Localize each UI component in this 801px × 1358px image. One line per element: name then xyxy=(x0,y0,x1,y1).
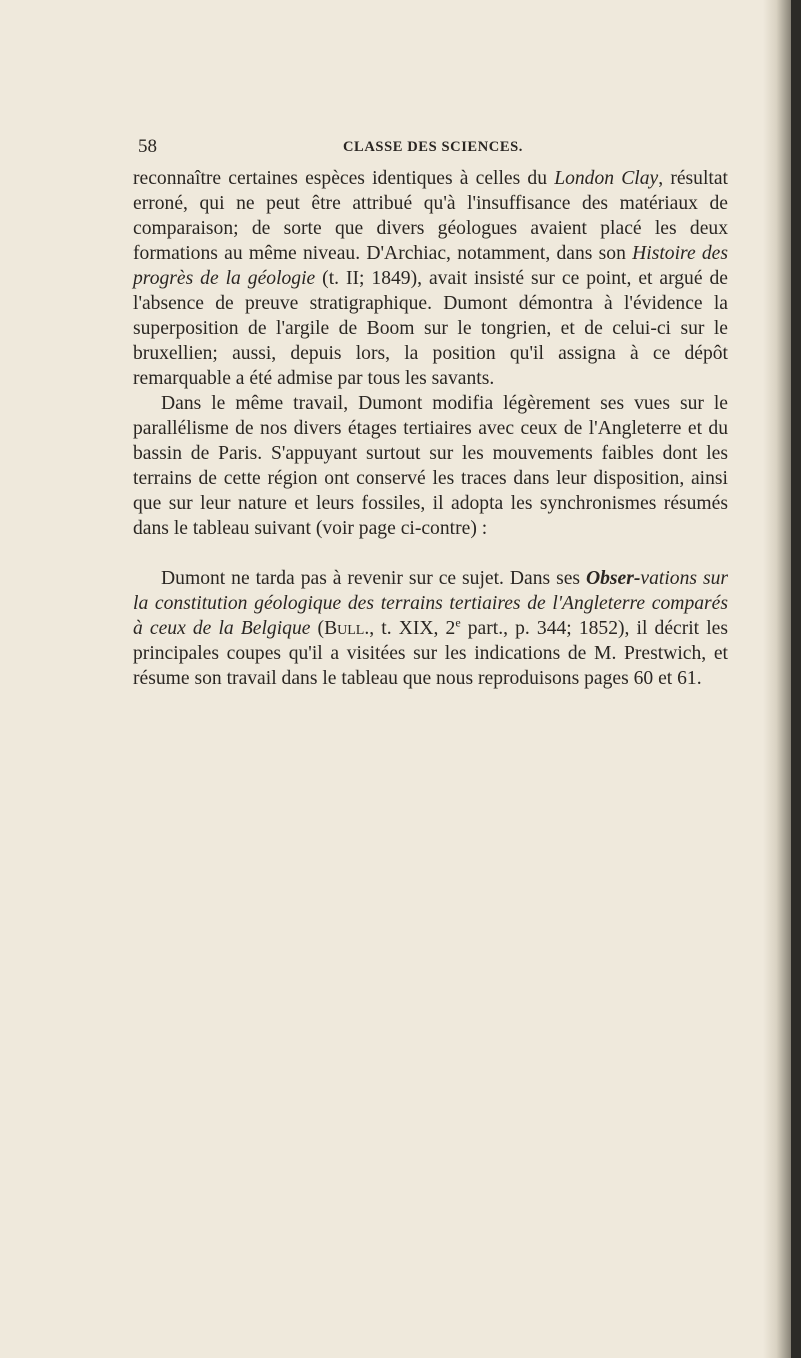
paragraph-3 xyxy=(133,566,728,691)
page-header xyxy=(138,136,728,160)
paragraph-1-text-a: reconnaître certaines espèces identiques à celles du xyxy=(133,168,555,189)
paragraph-3-text-b: ( xyxy=(310,618,325,639)
paragraph-3-text-d: part., p. 344; 1852), il décrit les principales coupes qu'il a visitées sur les indications de M. Prestwich, et résume son travail dans le tableau que nous reproduisons pages 60 et 61. xyxy=(133,618,728,689)
paragraph-1 xyxy=(133,166,728,391)
running-head: CLASSE DES SCIENCES. xyxy=(342,139,524,155)
bulletin-abbrev: Bull. xyxy=(324,618,370,639)
observations-title: vations sur la constitution géologique des terrains tertiaires de l'Angleterre comparés à ceux de la Belgique xyxy=(133,568,728,639)
paragraph-3-text-c: , t. XIX, 2 xyxy=(369,618,456,639)
paragraph-3-text-a: Dumont ne tarda pas à revenir sur ce sujet. Dans ses xyxy=(161,568,586,589)
book-spine-shadow xyxy=(791,0,801,1358)
observations-title-start: Obser- xyxy=(585,568,641,589)
superscript-e: e xyxy=(455,615,461,630)
histoire-title: Histoire des progrès de la géologie xyxy=(133,243,729,289)
paragraph-spacer xyxy=(133,541,728,566)
paragraph-1-text-b: , résultat erroné, qui ne peut être attribué qu'à l'insuffisance des matériaux de comparaison; de sorte que divers géologues avaient placé les deux formations au même niveau. D'Archiac, notamment, dans son xyxy=(133,168,728,264)
body-text xyxy=(133,166,728,691)
page-number: 58 xyxy=(138,136,157,157)
paragraph-1-text-c: (t. II; 1849), avait insisté sur ce point, et argué de l'absence de preuve stratigraphique. Dumont démontra à l'évidence la superposition de l'argile de Boom sur le tongrien, et de celui-ci sur le bruxellien; aussi, depuis lors, la position qu'il assigna à ce dépôt remarquable a été admise par tous les savants. xyxy=(133,268,728,389)
london-clay-title: London Clay xyxy=(554,168,659,189)
paragraph-2: Dans le même travail, Dumont modifia légèrement ses vues sur le parallélisme de nos divers étages tertiaires avec ceux de l'Angleterre et du bassin de Paris. S'appuyant surtout sur les mouvements faibles dont les terrains de cette région ont conservé les traces dans leur disposition, ainsi que sur leur nature et leurs fossiles, il adopta les synchronismes résumés dans le tableau suivant (voir page ci-contre) : xyxy=(133,393,728,539)
